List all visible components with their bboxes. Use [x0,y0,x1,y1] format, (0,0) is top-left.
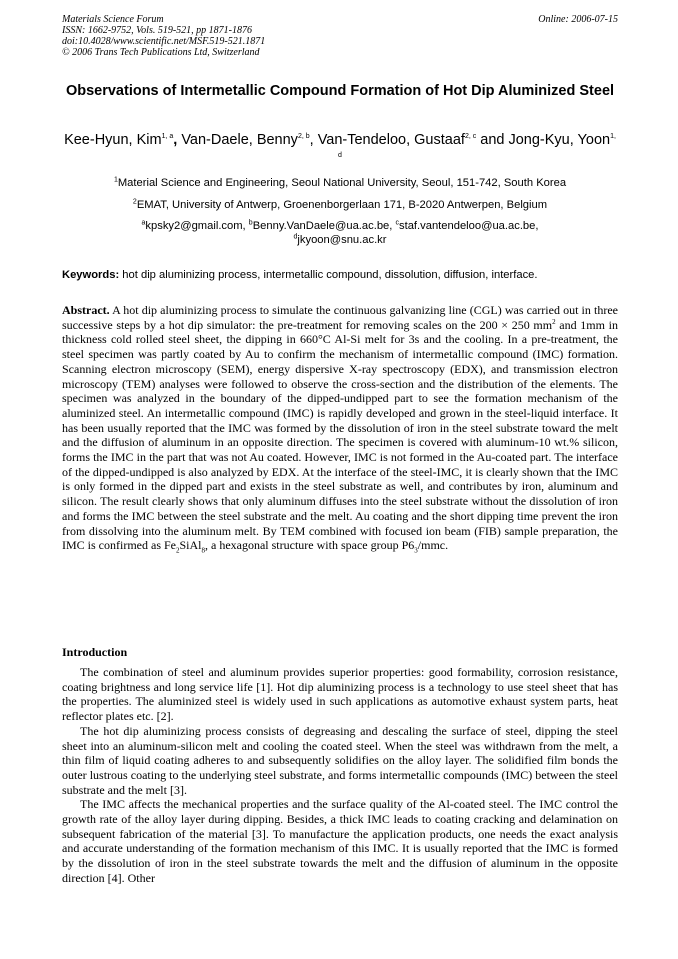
affiliation-text: EMAT, University of Antwerp, Groenenborgerlaan 171, B-2020 Antwerpen, Belgium [136,199,548,211]
abstract-text: /mmc. [417,538,449,553]
paragraph: The hot dip aluminizing process consists of degreasing and descaling the surface of steel, dipping the steel sheet into an aluminum-silicon melt and cooling the coated steel. When the steel was withdrawn from the melt, a thin film of liquid coating adheres to and subsequently solidifies on the alloy layer. The solidified film bonds the outer lustrous coating to the underlying steel substrate, and forms intermetallic compounds (IMC) between the steel substrate and the melt [3]. [62,723,618,797]
affiliation-text: Material Science and Engineering, Seoul National University, Seoul, 151-742, South Korea [117,177,567,189]
author-affiliation-mark: 1, d [338,133,616,160]
author-name: Jong-Kyu, Yoon [508,132,611,148]
author-name: Van-Daele, Benny [181,132,298,148]
abstract-label: Abstract. [62,303,110,317]
email-mark: d [293,233,298,241]
author-list [62,131,618,169]
email-mark: c [395,219,399,227]
journal-header [62,14,618,58]
abstract-text: , a hexagonal structure with space group P6 [205,538,415,553]
abstract [62,303,618,553]
author-affiliation-mark: 1, a [161,133,174,141]
email-mark: b [248,219,253,227]
author-separator: , [173,132,182,148]
email-mark: a [141,219,146,227]
journal-name: Materials Science Forum [62,14,164,25]
section-heading-introduction: Introduction [62,645,128,659]
affiliation-mark: 1 [113,176,118,184]
subscript: 3 [414,546,418,555]
subscript: 8 [201,546,205,555]
subscript: 2 [175,546,180,555]
online-date: Online: 2006-07-15 [538,14,618,25]
superscript: 2 [552,317,556,326]
copyright: © 2006 Trans Tech Publications Ltd, Switzerland [62,47,260,58]
abstract-text: and 1mm in thickness cold rolled steel sheet, the dipping in 660°C Al-Si melt for 3s and the cooling. In a pre-treatment, the steel specimen was partly coated by Au to confirm the mechanism of intermetallic compound (IMC) formation. Scanning electron microscopy (SEM), energy dispersive X-ray spectroscopy (EDX), and transmission electron microscopy (TEM) analyses were followed to observe the cross-section and the distribution of the elements. The specimen was analyzed in the boundary of the dipped-undipped part to see the formation mechanism of the aluminized steel. An intermetallic compound (IMC) is rapidly developed and grown in the steel-liquid interface. It has been usually reported that the IMC was formed by the dissolution of iron in the steel substrate toward the melt and the diffusion of aluminum in an opposite direction. The specimen is covered with aluminum-10 wt.% silicon, forms the IMC in the part that was not Au coated. However, IMC is not formed in the Au-coated part. The interface of the dipped-undipped is also analyzed by EDX. At the interface of the steel-IMC, it is clearly shown that the IMC is only formed in the dipped part and exists in the steel substrate as well, and contributes by iron, aluminum and silicon. The result clearly shows that only aluminum diffuses into the steel substrate without the dissolution of iron and forms the IMC between the steel substrate and the melt. Au coating and the short dipping time prevent the iron from dissolving into the aluminum melt. By TEM combined with focused ion beam (FIB) sample preparation, the IMC is confirmed as Fe [62,317,618,553]
email-link[interactable]: kpsky2@gmail.com, [145,220,249,232]
paragraph: The IMC affects the mechanical properties and the surface quality of the Al-coated steel. The IMC control the growth rate of the alloy layer during dipping. Besides, a thick IMC leads to coating cracking and delamination on subsequent fabrication of the material [3]. To manufacture the application products, one needs the exact analysis and accurate understanding of the formation mechanism of this IMC. It is usually reported that the IMC is formed by the dissolution of iron in the steel substrate towards the melt and the diffusion of aluminum in the opposite direction [4]. Other [62,797,618,885]
paragraph: The combination of steel and aluminum provides superior properties: good formability, corrosion resistance, coating brightness and long service life [1]. Hot dip aluminizing process is a technology to use steel sheet that has the properties. The aluminized steel is widely used in such applications as automotive exhaust system parts, heat reflector plates etc. [2]. [62,665,618,724]
abstract-text: SiAl [179,538,202,553]
email-link[interactable]: jkyoon@snu.ac.kr [297,234,387,246]
doi: doi:10.4028/www.scientific.net/MSF.519-521.1871 [62,36,266,47]
abstract-text: A hot dip aluminizing process to simulate the continuous galvanizing line (CGL) was carried out in three successive steps by a hot dip simulator: the pre-treatment for removing scales on the 200 × 250 mm [62,303,618,332]
author-conjunction: and [476,132,509,148]
affiliation-1 [62,176,618,190]
email-list [62,219,618,247]
author-affiliation-mark: 2, b [297,133,310,141]
email-link[interactable]: Benny.VanDaele@ua.ac.be, [252,220,396,232]
paper-title: Observations of Intermetallic Compound Formation of Hot Dip Aluminized Steel [65,83,615,99]
author-name: Kee-Hyun, Kim [64,132,162,148]
affiliation-mark: 2 [132,198,137,206]
keywords-label: Keywords: [62,269,120,281]
keywords [62,268,618,282]
author-affiliation-mark: 2, c [464,133,477,141]
email-link[interactable]: staf.vantendeloo@ua.ac.be, [399,220,539,232]
author-separator: , [309,132,318,148]
affiliation-2 [62,198,618,212]
author-name: Van-Tendeloo, Gustaaf [317,132,465,148]
issn: ISSN: 1662-9752, Vols. 519-521, pp 1871-1876 [62,25,252,36]
introduction-body [62,665,618,886]
keywords-text: hot dip aluminizing process, intermetallic compound, dissolution, diffusion, interface. [119,269,538,281]
